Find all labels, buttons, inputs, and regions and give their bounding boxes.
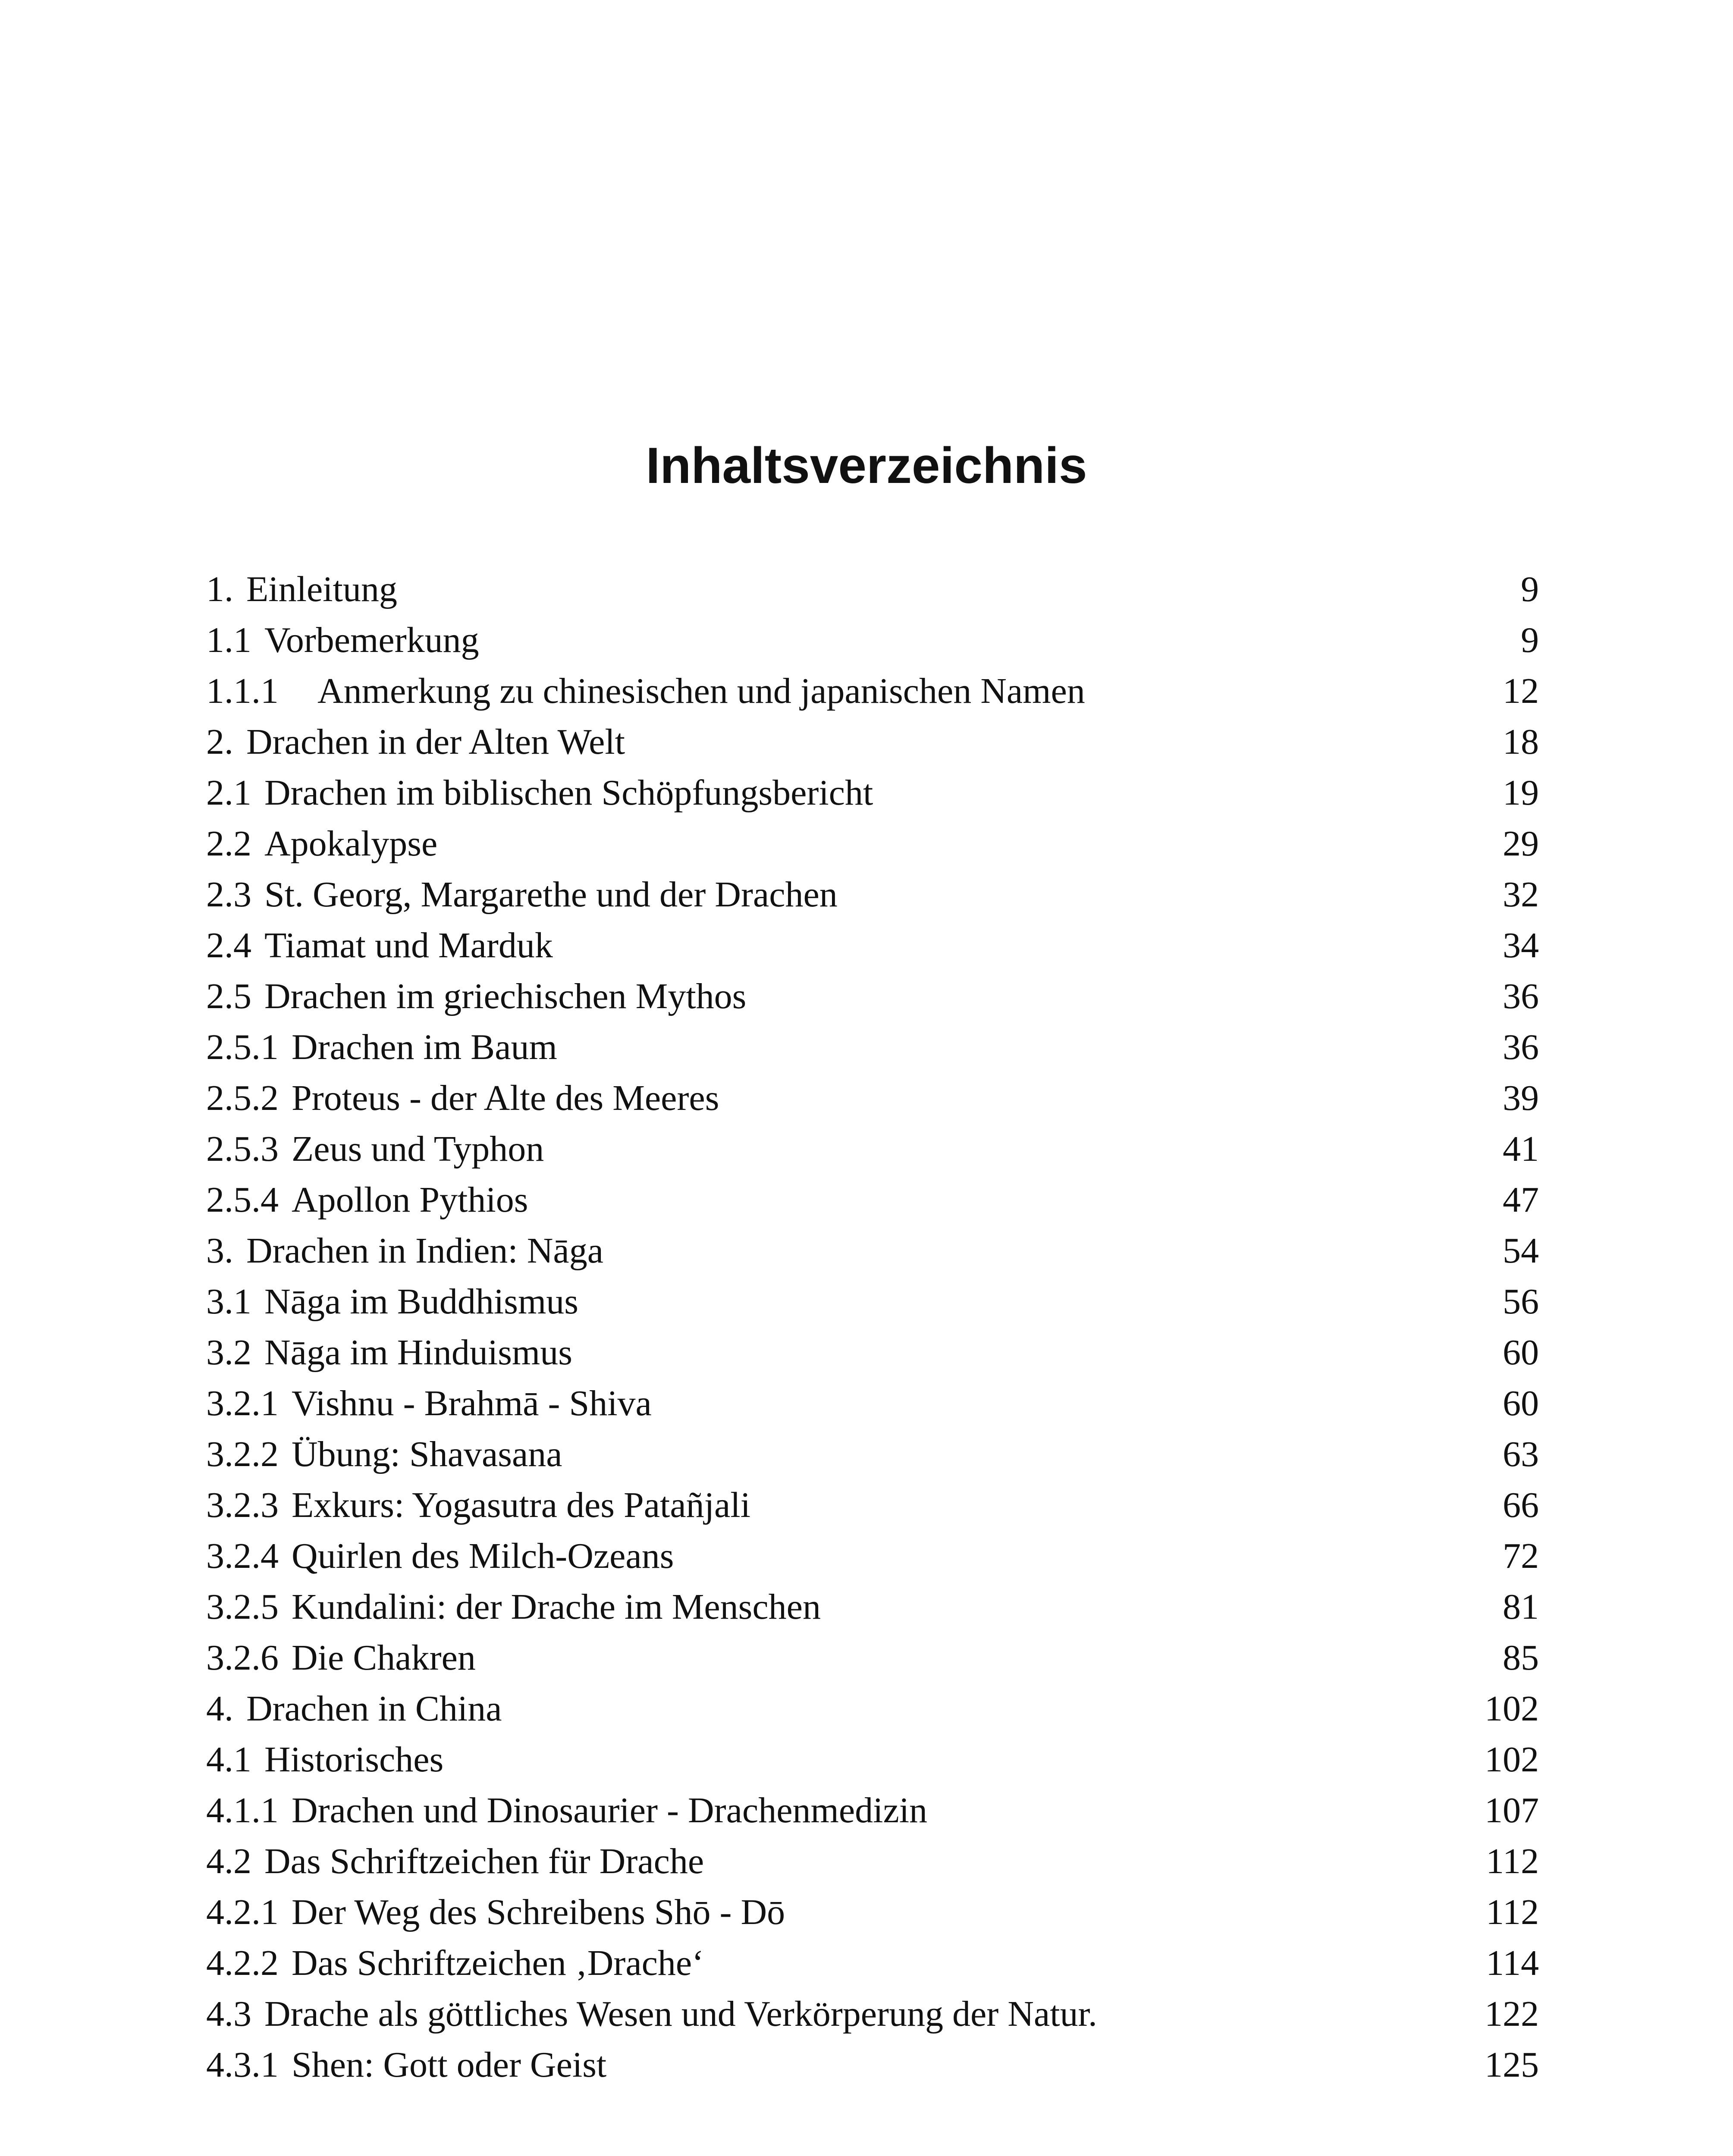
- toc-entry: [206, 1582, 1539, 1633]
- toc-entry-title: Anmerkung zu chinesischen und japanischen Namen: [317, 671, 1085, 711]
- toc-entry-title: Shen: Gott oder Geist: [292, 2045, 607, 2085]
- toc-entry: [206, 1225, 1539, 1276]
- toc-entry: [206, 1531, 1539, 1582]
- toc-entry-number: 2.5: [206, 976, 251, 1016]
- toc-entry-number: 3.2.2: [206, 1434, 279, 1474]
- toc-entry-title: Historisches: [264, 1739, 444, 1780]
- toc-entry-number: 1.1: [206, 620, 251, 660]
- toc-entry-page-number: 72: [1503, 1536, 1539, 1576]
- toc-entry-number: 3.2.6: [206, 1638, 279, 1678]
- toc-entry: [206, 1633, 1539, 1683]
- toc-entry-title: Drachen im griechischen Mythos: [264, 976, 747, 1016]
- toc-entry-page-number: 29: [1503, 824, 1539, 864]
- toc-entry-page-number: 102: [1485, 1689, 1539, 1729]
- toc-entry-title: St. Georg, Margarethe und der Drachen: [264, 874, 838, 915]
- toc-entry: [206, 1022, 1539, 1073]
- toc-entry-number: 2.: [206, 722, 233, 762]
- toc-entry: [206, 818, 1539, 869]
- toc-entry-page-number: 81: [1503, 1587, 1539, 1627]
- toc-entry-number: 2.5.3: [206, 1129, 279, 1169]
- toc-entry-title: Der Weg des Schreibens Shō - Dō: [292, 1892, 785, 1932]
- toc-entry-number: 4.1: [206, 1739, 251, 1780]
- toc-entry-page-number: 56: [1503, 1282, 1539, 1322]
- toc-entry-number: 1.: [206, 569, 233, 609]
- toc-entry: [206, 1480, 1539, 1531]
- toc-entry-page-number: 114: [1486, 1943, 1539, 1983]
- toc-entry-title: Nāga im Hinduismus: [264, 1332, 572, 1373]
- toc-entry: [206, 920, 1539, 971]
- toc-entry-number: 2.4: [206, 925, 251, 965]
- toc-entry-page-number: 60: [1503, 1383, 1539, 1423]
- toc-entry-title: Apollon Pythios: [292, 1180, 528, 1220]
- toc-entry: [206, 564, 1539, 615]
- toc-entry-title: Die Chakren: [292, 1638, 476, 1678]
- toc-entry-number: 3.2.1: [206, 1383, 279, 1423]
- toc-entry-page-number: 9: [1521, 569, 1539, 609]
- toc-entry-number: 4.2.2: [206, 1943, 279, 1983]
- toc-entry-page-number: 19: [1503, 773, 1539, 813]
- toc-entry-number: 1.1.1: [206, 671, 279, 711]
- toc-entry-title: Apokalypse: [264, 824, 438, 864]
- toc-entry: [206, 1276, 1539, 1327]
- toc-entry: [206, 971, 1539, 1022]
- toc-entry: [206, 615, 1539, 666]
- toc-entry-page-number: 107: [1485, 1790, 1539, 1830]
- toc-entry-title: Quirlen des Milch-Ozeans: [292, 1536, 674, 1576]
- toc-entry-page-number: 102: [1485, 1739, 1539, 1780]
- toc-entry-title: Übung: Shavasana: [292, 1434, 562, 1474]
- toc-entry-number: 4.: [206, 1689, 233, 1729]
- toc-entry: [206, 666, 1539, 717]
- toc-entry-title: Proteus - der Alte des Meeres: [292, 1078, 719, 1118]
- toc-entry: [206, 1683, 1539, 1734]
- toc-entry-page-number: 125: [1485, 2045, 1539, 2085]
- toc-entry-page-number: 39: [1503, 1078, 1539, 1118]
- table-of-contents: [206, 564, 1539, 2090]
- toc-entry-title: Exkurs: Yogasutra des Patañjali: [292, 1485, 750, 1525]
- toc-entry-number: 4.2.1: [206, 1892, 279, 1932]
- toc-entry: [206, 1836, 1539, 1887]
- toc-entry-number: 2.3: [206, 874, 251, 915]
- toc-entry-page-number: 18: [1503, 722, 1539, 762]
- toc-entry-title: Das Schriftzeichen ‚Drache‘: [292, 1943, 704, 1983]
- toc-entry-number: 2.5.2: [206, 1078, 279, 1118]
- toc-entry-number: 4.2: [206, 1841, 251, 1881]
- toc-entry-title: Vishnu - Brahmā - Shiva: [292, 1383, 652, 1423]
- toc-entry-page-number: 85: [1503, 1638, 1539, 1678]
- toc-entry-title: Kundalini: der Drache im Menschen: [292, 1587, 821, 1627]
- toc-entry-title: Drachen in Indien: Nāga: [246, 1231, 603, 1271]
- toc-entry-title: Nāga im Buddhismus: [264, 1282, 578, 1322]
- toc-entry-page-number: 34: [1503, 925, 1539, 965]
- toc-entry-title: Zeus und Typhon: [292, 1129, 544, 1169]
- toc-entry-page-number: 63: [1503, 1434, 1539, 1474]
- toc-entry: [206, 1378, 1539, 1429]
- toc-entry-page-number: 66: [1503, 1485, 1539, 1525]
- toc-entry-number: 3.2.5: [206, 1587, 279, 1627]
- toc-entry-page-number: 47: [1503, 1180, 1539, 1220]
- toc-entry: [206, 1429, 1539, 1480]
- toc-entry-page-number: 60: [1503, 1332, 1539, 1373]
- toc-entry-title: Drachen und Dinosaurier - Drachenmedizin: [292, 1790, 928, 1830]
- toc-entry: [206, 869, 1539, 920]
- toc-entry-number: 3.2.4: [206, 1536, 279, 1576]
- toc-entry-title: Einleitung: [246, 569, 397, 609]
- toc-entry-page-number: 112: [1486, 1892, 1539, 1932]
- toc-entry-page-number: 9: [1521, 620, 1539, 660]
- toc-entry-page-number: 54: [1503, 1231, 1539, 1271]
- toc-entry-number: 2.2: [206, 824, 251, 864]
- toc-entry: [206, 1734, 1539, 1785]
- page-title: Inhaltsverzeichnis: [646, 437, 1087, 494]
- toc-entry-page-number: 122: [1485, 1994, 1539, 2034]
- toc-entry-title: Drachen im Baum: [292, 1027, 557, 1067]
- toc-entry-page-number: 12: [1503, 671, 1539, 711]
- toc-entry-title: Vorbemerkung: [264, 620, 479, 660]
- toc-entry: [206, 1327, 1539, 1378]
- toc-entry-number: 4.3.1: [206, 2045, 279, 2085]
- toc-entry-page-number: 36: [1503, 976, 1539, 1016]
- toc-entry-number: 3.1: [206, 1282, 251, 1322]
- toc-entry: [206, 1073, 1539, 1124]
- toc-entry: [206, 1785, 1539, 1836]
- toc-entry-title: Drache als göttliches Wesen und Verkörperung der Natur.: [264, 1994, 1097, 2034]
- toc-entry-title: Drachen in der Alten Welt: [246, 722, 625, 762]
- toc-entry-number: 3.2: [206, 1332, 251, 1373]
- toc-entry: [206, 1938, 1539, 1989]
- toc-entry-number: 2.5.4: [206, 1180, 279, 1220]
- toc-entry: [206, 1175, 1539, 1225]
- toc-entry-title: Das Schriftzeichen für Drache: [264, 1841, 704, 1881]
- toc-entry: [206, 2040, 1539, 2090]
- toc-entry-page-number: 112: [1486, 1841, 1539, 1881]
- toc-entry-title: Drachen in China: [246, 1689, 502, 1729]
- toc-entry-number: 4.1.1: [206, 1790, 279, 1830]
- toc-entry-number: 2.5.1: [206, 1027, 279, 1067]
- toc-entry-number: 3.: [206, 1231, 233, 1271]
- toc-entry: [206, 1124, 1539, 1175]
- toc-entry-number: 3.2.3: [206, 1485, 279, 1525]
- toc-entry-number: 2.1: [206, 773, 251, 813]
- toc-entry: [206, 1989, 1539, 2040]
- toc-entry-number: 4.3: [206, 1994, 251, 2034]
- toc-entry: [206, 1887, 1539, 1938]
- toc-entry-title: Tiamat und Marduk: [264, 925, 553, 965]
- toc-entry-page-number: 41: [1503, 1129, 1539, 1169]
- toc-entry-page-number: 36: [1503, 1027, 1539, 1067]
- toc-entry: [206, 717, 1539, 768]
- toc-entry: [206, 768, 1539, 818]
- toc-entry-title: Drachen im biblischen Schöpfungsbericht: [264, 773, 873, 813]
- toc-entry-page-number: 32: [1503, 874, 1539, 915]
